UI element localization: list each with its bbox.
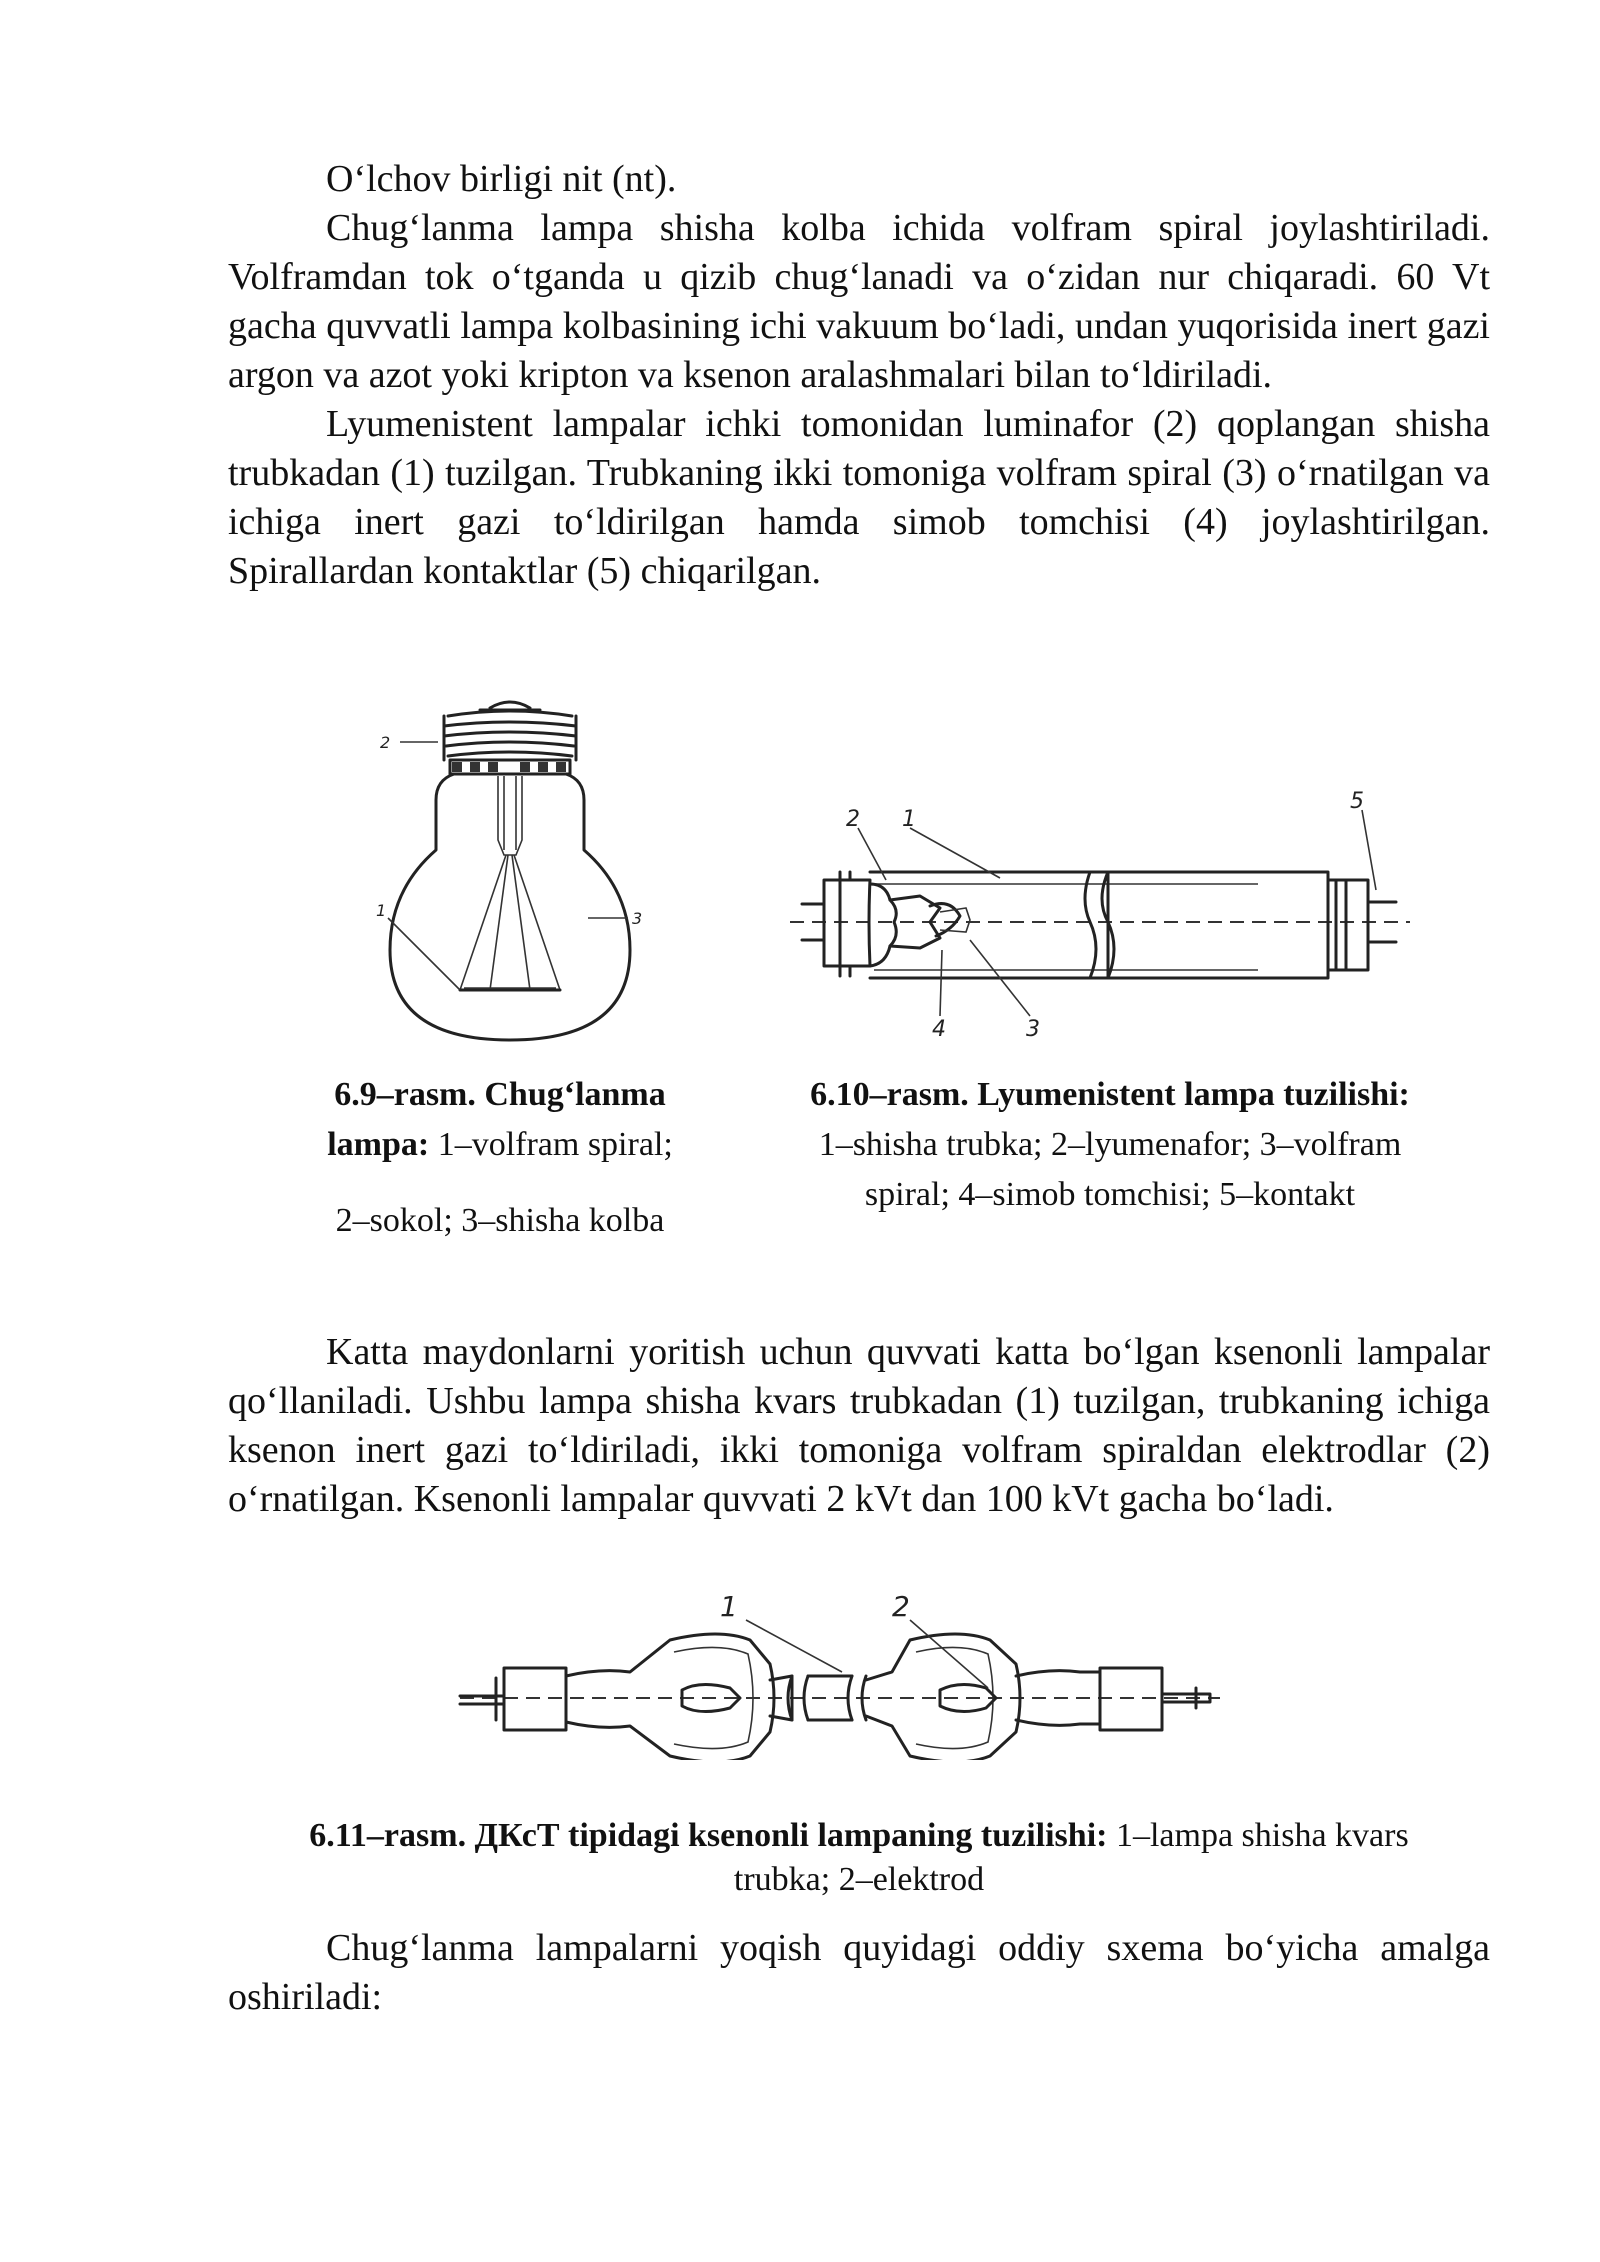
lamp-socket — [444, 702, 576, 774]
caption-text-1: 1–volfram spiral; — [429, 1126, 673, 1163]
caption-fig-6-10 — [760, 1070, 1460, 1220]
xenon-text — [228, 1328, 1490, 1524]
caption-bold: 6.11–rasm. ДКсТ tipidagi ksenonli lampaning tuzilishi: — [309, 1817, 1108, 1854]
caption-text-2: trubka; 2–elektrod — [733, 1861, 985, 1898]
caption-fig-6-9 — [300, 1070, 700, 1246]
caption-bold: 6.10–rasm. Lyumenistent lampa tuzilishi: — [810, 1076, 1410, 1113]
paragraph-circuit: Chug‘lanma lampalarni yoqish quyidagi oddiy sxema bo‘yicha amalga oshiriladi: — [228, 1927, 1490, 2018]
glass-bulb — [390, 774, 630, 1040]
caption-text-2: spiral; 4–simob tomchisi; 5–kontakt — [864, 1176, 1356, 1213]
label-2: 2 — [892, 1590, 910, 1623]
paragraph-unit: O‘lchov birligi nit (nt). — [326, 158, 677, 200]
left-end-cap — [802, 872, 870, 976]
label-1: 1 — [720, 1590, 738, 1623]
xenon-lamp-figure — [440, 1580, 1240, 1760]
incandescent-lamp-figure — [360, 690, 660, 1050]
top-text — [228, 155, 1490, 596]
label-1: 1 — [902, 807, 916, 832]
caption-bold-1: 6.9–rasm. Chug‘lanma — [334, 1076, 666, 1113]
label-4: 4 — [932, 1017, 946, 1042]
bottom-text — [228, 1924, 1490, 2022]
label-3: 3 — [632, 909, 643, 928]
paragraph-incandescent: Chug‘lanma lampa shisha kolba ichida volfram spiral joylashtiriladi. Volframdan tok o‘tganda u qizib chug‘lanadi va o‘zidan nur chiqaradi. 60 Vt gacha quvvatli lampa kolbasining ichi vakuum bo‘ladi, undan yuqorisida inert gazi argon va azot yoki kripton va ksenon aralashmalari bilan to‘ldiriladi. — [228, 207, 1490, 396]
label-5: 5 — [1350, 789, 1364, 814]
caption-bold-2: lampa: — [327, 1126, 430, 1163]
paragraph-xenon: Katta maydonlarni yoritish uchun quvvati katta bo‘lgan ksenonli lampalar qo‘llaniladi. Ushbu lampa shisha kvars trubkadan (1) tuzilgan, trubkaning ichiga ksenon inert gazi to‘ldiriladi, ikki tomoniga volfram spiraldan elektrodlar (2) o‘rnatilgan. Ksenonli lampalar quvvati 2 kVt dan 100 kVt gacha bo‘ladi. — [228, 1331, 1490, 1520]
caption-text-2: 2–sokol; 3–shisha kolba — [335, 1202, 665, 1239]
label-1: 1 — [376, 901, 387, 920]
caption-fig-6-11 — [228, 1814, 1490, 1902]
caption-text-1: 1–lampa shisha kvars — [1107, 1817, 1409, 1854]
label-2: 2 — [846, 807, 860, 832]
left-electrode — [870, 884, 970, 966]
label-2: 2 — [380, 733, 391, 752]
label-3: 3 — [1026, 1017, 1040, 1042]
fluorescent-lamp-figure — [790, 780, 1410, 1050]
paragraph-fluorescent: Lyumenistent lampalar ichki tomonidan luminafor (2) qoplangan shisha trubkadan (1) tuzilgan. Trubkaning ikki tomoniga volfram spiral (3) o‘rnatilgan va ichiga inert gazi to‘ldirilgan hamda simob tomchisi (4) joylashtirilgan. Spirallardan kontaktlar (5) chiqarilgan. — [228, 403, 1490, 592]
tungsten-filament — [460, 855, 560, 990]
caption-text-1: 1–shisha trubka; 2–lyumenafor; 3–volfram — [818, 1126, 1402, 1163]
